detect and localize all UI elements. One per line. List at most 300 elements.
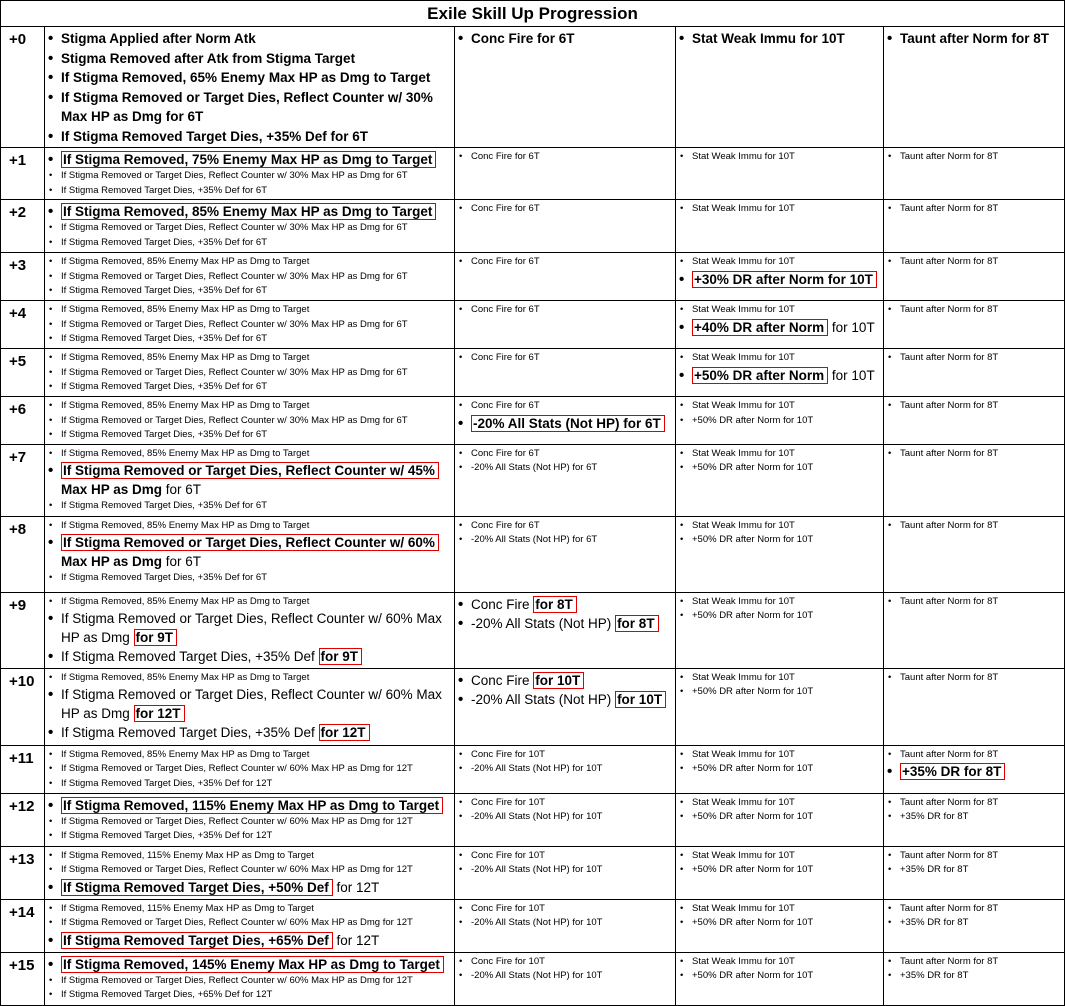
- list-item: [47, 332, 450, 347]
- stigma-cell: [45, 952, 455, 1005]
- item-text: Conc Fire for 10T: [471, 796, 545, 808]
- stat-weak-cell: [676, 592, 884, 668]
- highlight-box: +40% DR after Norm: [692, 319, 828, 336]
- item-text: If Stigma Removed or Target Dies, Reflect Counter w/ 30% Max HP as Dmg for 6T: [61, 414, 408, 426]
- stat-weak-cell: [676, 200, 884, 253]
- table-row: [1, 899, 1065, 952]
- list-item: [47, 428, 450, 443]
- item-text: +50% DR after Norm for 10T: [692, 462, 814, 473]
- highlight-box: for 9T: [134, 629, 178, 646]
- stat-weak-cell: [676, 148, 884, 200]
- item-text: Stat Weak Immu for 10T: [692, 595, 795, 607]
- level-label: +15: [1, 952, 45, 1005]
- highlight-box: for 8T: [615, 615, 659, 632]
- taunt-cell: [884, 253, 1065, 301]
- list-item: [678, 533, 879, 548]
- stat-weak-cell: [676, 27, 884, 148]
- item-text: Taunt after Norm for 8T: [900, 849, 999, 861]
- level-label: +1: [1, 148, 45, 200]
- list-item: [886, 762, 1060, 781]
- bullet-list: [678, 748, 879, 777]
- bullet-list: [457, 255, 671, 270]
- item-text: Conc Fire for 6T: [471, 256, 540, 267]
- bullet-list: [678, 399, 879, 428]
- item-text: +50% DR after Norm for 10T: [692, 970, 814, 981]
- bullet-list: [457, 796, 671, 825]
- stigma-cell: [45, 592, 455, 668]
- list-item: [47, 931, 450, 950]
- list-item: [678, 671, 879, 686]
- list-item: [47, 284, 450, 299]
- bullet-list: [678, 519, 879, 548]
- list-item: [457, 748, 671, 763]
- list-item: [47, 88, 450, 127]
- list-item: [886, 748, 1060, 763]
- list-item: [678, 916, 879, 931]
- list-item: [678, 955, 879, 970]
- bullet-list: [678, 849, 879, 878]
- list-item: [886, 916, 1060, 931]
- list-item: [47, 815, 450, 830]
- bullet-list: [678, 447, 879, 476]
- bullet-list: [47, 399, 450, 443]
- list-item: [678, 414, 879, 429]
- level-label: +9: [1, 592, 45, 668]
- highlight-box: +30% DR after Norm for 10T: [692, 271, 877, 288]
- list-item: [678, 748, 879, 763]
- item-text: Taunt after Norm for 8T: [900, 796, 999, 808]
- list-item: [678, 902, 879, 917]
- table-row: [1, 846, 1065, 899]
- item-text: Conc Fire for 6T: [471, 519, 540, 531]
- bullet-list: [678, 351, 879, 385]
- bullet-list: [47, 748, 450, 792]
- taunt-cell: [884, 516, 1065, 592]
- list-item: [886, 849, 1060, 864]
- list-item: [886, 150, 1060, 165]
- item-text: If Stigma Removed Target Dies, +35% Def for 6T: [61, 572, 268, 583]
- table-body: [1, 27, 1065, 1006]
- list-item: [678, 150, 879, 165]
- stigma-cell: [45, 397, 455, 445]
- list-item: [47, 49, 450, 69]
- taunt-cell: [884, 200, 1065, 253]
- item-text: Stigma Applied after Norm Atk: [61, 31, 256, 46]
- list-item: [47, 748, 450, 763]
- stigma-cell: [45, 301, 455, 349]
- item-text: If Stigma Removed, 85% Enemy Max HP as Dmg to Target: [61, 304, 310, 315]
- item-text: If Stigma Removed or Target Dies, Reflect Counter w/ 60% Max HP as Dmg for 12T: [61, 763, 413, 774]
- list-item: [47, 849, 450, 864]
- item-text: If Stigma Removed or Target Dies, Reflect Counter w/ 30% Max HP as Dmg for 6T: [61, 318, 408, 330]
- item-text: If Stigma Removed, 65% Enemy Max HP as Dmg to Target: [61, 70, 431, 85]
- item-text: Conc Fire for 10T: [471, 748, 545, 760]
- list-item: [457, 595, 671, 614]
- list-item: [47, 169, 450, 184]
- list-item: [678, 796, 879, 811]
- list-item: [47, 221, 450, 236]
- item-text: If Stigma Removed Target Dies, +35% Def for 6T: [61, 381, 268, 392]
- list-item: [457, 916, 671, 931]
- stigma-cell: [45, 349, 455, 397]
- bullet-list: [886, 29, 1060, 49]
- list-item: [678, 202, 879, 217]
- list-item: [47, 974, 450, 989]
- list-item: [47, 671, 450, 686]
- item-text-bold: Max HP as Dmg: [61, 554, 163, 569]
- list-item: [47, 351, 450, 366]
- conc-fire-cell: [455, 846, 676, 899]
- item-text: Conc Fire for 6T: [471, 304, 540, 315]
- bullet-list: [457, 202, 671, 217]
- list-item: [886, 796, 1060, 811]
- list-item: [457, 671, 671, 690]
- item-text: Conc Fire: [471, 596, 530, 612]
- list-item: [886, 863, 1060, 878]
- list-item: [47, 270, 450, 285]
- bullet-list: [886, 351, 1060, 366]
- bullet-list: [457, 955, 671, 984]
- item-text: Taunt after Norm for 8T: [900, 902, 999, 914]
- bullet-list: [47, 955, 450, 1003]
- list-item: [886, 519, 1060, 534]
- bullet-list: [886, 796, 1060, 825]
- item-text: Conc Fire for 6T: [471, 400, 540, 411]
- item-text: Taunt after Norm for 8T: [900, 352, 999, 363]
- bullet-list: [678, 595, 879, 624]
- conc-fire-cell: [455, 745, 676, 793]
- item-text: Stat Weak Immu for 10T: [692, 447, 795, 459]
- list-item: [678, 519, 879, 534]
- bullet-list: [47, 849, 450, 897]
- bullet-list: [678, 902, 879, 931]
- item-text: Taunt after Norm for 8T: [900, 955, 999, 967]
- highlight-box: If Stigma Removed Target Dies, +65% Def: [61, 932, 333, 949]
- item-text: If Stigma Removed or Target Dies, Reflect Counter w/ 60% Max HP as Dmg for 12T: [61, 815, 413, 827]
- stat-weak-cell: [676, 516, 884, 592]
- list-item: [457, 150, 671, 165]
- list-item: [47, 762, 450, 777]
- bullet-list: [47, 796, 450, 844]
- item-text: +35% DR for 8T: [900, 917, 969, 928]
- table-row: [1, 793, 1065, 846]
- list-item: [457, 351, 671, 366]
- item-text: Taunt after Norm for 8T: [900, 400, 999, 411]
- list-item: [678, 255, 879, 270]
- bullet-list: [457, 303, 671, 318]
- item-text-bold: Max HP as Dmg: [61, 482, 163, 497]
- item-text: -20% All Stats (Not HP) for 10T: [471, 970, 603, 981]
- level-label: +7: [1, 444, 45, 516]
- stigma-cell: [45, 793, 455, 846]
- stat-weak-cell: [676, 668, 884, 745]
- list-item: [47, 255, 450, 270]
- highlight-box: +50% DR after Norm: [692, 367, 828, 384]
- level-label: +3: [1, 253, 45, 301]
- item-text: If Stigma Removed, 85% Enemy Max HP as Dmg to Target: [61, 748, 310, 760]
- item-text: +50% DR after Norm for 10T: [692, 864, 814, 875]
- highlight-box: for 10T: [533, 672, 584, 689]
- level-label: +12: [1, 793, 45, 846]
- item-suffix: for 12T: [332, 932, 380, 948]
- list-item: [47, 150, 450, 169]
- taunt-cell: [884, 27, 1065, 148]
- list-item: [47, 303, 450, 318]
- list-item: [47, 519, 450, 534]
- item-text: Taunt after Norm for 8T: [900, 31, 1050, 46]
- list-item: [457, 255, 671, 270]
- item-text: -20% All Stats (Not HP) for 10T: [471, 811, 603, 822]
- item-text: If Stigma Removed Target Dies, +35% Def: [61, 725, 315, 740]
- list-item: [47, 461, 450, 499]
- list-item: [457, 399, 671, 414]
- conc-fire-cell: [455, 301, 676, 349]
- conc-fire-cell: [455, 516, 676, 592]
- highlight-box: If Stigma Removed or Target Dies, Reflect Counter w/ 45%: [61, 462, 439, 479]
- list-item: [886, 969, 1060, 984]
- item-text: If Stigma Removed Target Dies, +35% Def: [61, 649, 315, 664]
- item-text: +50% DR after Norm for 10T: [692, 811, 814, 822]
- list-item: [678, 366, 879, 385]
- item-suffix: for 6T: [162, 482, 202, 497]
- taunt-cell: [884, 349, 1065, 397]
- bullet-list: [457, 447, 671, 476]
- item-text: -20% All Stats (Not HP) for 10T: [471, 864, 603, 875]
- table-row: [1, 592, 1065, 668]
- highlight-box: If Stigma Removed, 85% Enemy Max HP as Dmg to Target: [61, 203, 436, 220]
- list-item: [47, 571, 450, 586]
- list-item: [457, 533, 671, 548]
- highlight-box: +35% DR for 8T: [900, 763, 1005, 780]
- list-item: [47, 685, 450, 723]
- item-text: Taunt after Norm for 8T: [900, 748, 999, 760]
- bullet-list: [47, 255, 450, 299]
- item-text: If Stigma Removed or Target Dies, Reflect Counter w/ 60% Max HP as Dmg for 12T: [61, 917, 413, 928]
- item-text: Taunt after Norm for 8T: [900, 519, 999, 531]
- list-item: [678, 29, 879, 49]
- stat-weak-cell: [676, 745, 884, 793]
- stigma-cell: [45, 516, 455, 592]
- item-text: +50% DR after Norm for 10T: [692, 763, 814, 774]
- item-text: Conc Fire for 6T: [471, 447, 540, 459]
- bullet-list: [47, 902, 450, 950]
- stigma-cell: [45, 668, 455, 745]
- stat-weak-cell: [676, 253, 884, 301]
- taunt-cell: [884, 592, 1065, 668]
- list-item: [47, 595, 450, 610]
- item-text: Stat Weak Immu for 10T: [692, 671, 795, 683]
- item-text: -20% All Stats (Not HP) for 6T: [471, 462, 598, 473]
- list-item: [678, 849, 879, 864]
- bullet-list: [47, 447, 450, 514]
- item-text: If Stigma Removed Target Dies, +35% Def for 6T: [61, 128, 368, 144]
- list-item: [47, 902, 450, 917]
- item-text: Stat Weak Immu for 10T: [692, 955, 795, 967]
- list-item: [47, 318, 450, 333]
- list-item: [457, 202, 671, 217]
- item-text: Stat Weak Immu for 10T: [692, 256, 795, 267]
- stigma-cell: [45, 745, 455, 793]
- list-item: [47, 796, 450, 815]
- list-item: [47, 878, 450, 897]
- item-text: If Stigma Removed Target Dies, +35% Def for 12T: [61, 777, 273, 789]
- conc-fire-cell: [455, 592, 676, 668]
- item-text: -20% All Stats (Not HP) for 6T: [471, 534, 598, 545]
- bullet-list: [886, 399, 1060, 414]
- taunt-cell: [884, 444, 1065, 516]
- item-text: If Stigma Removed, 85% Enemy Max HP as Dmg to Target: [61, 400, 310, 411]
- list-item: [457, 863, 671, 878]
- highlight-box: for 12T: [319, 724, 370, 741]
- stigma-cell: [45, 27, 455, 148]
- conc-fire-cell: [455, 899, 676, 952]
- bullet-list: [886, 255, 1060, 270]
- stat-weak-cell: [676, 899, 884, 952]
- highlight-box: for 12T: [134, 705, 185, 722]
- bullet-list: [886, 955, 1060, 984]
- list-item: [47, 236, 450, 251]
- conc-fire-cell: [455, 349, 676, 397]
- item-text: If Stigma Removed or Target Dies, Reflect Counter w/ 60% Max HP as Dmg: [61, 611, 442, 645]
- table-row: [1, 349, 1065, 397]
- list-item: [457, 690, 671, 709]
- conc-fire-cell: [455, 668, 676, 745]
- list-item: [886, 902, 1060, 917]
- list-item: [47, 366, 450, 381]
- list-item: [678, 399, 879, 414]
- list-item: [678, 318, 879, 337]
- item-text: Stat Weak Immu for 10T: [692, 352, 795, 363]
- highlight-box: for 8T: [533, 596, 577, 613]
- level-label: +0: [1, 27, 45, 148]
- list-item: [457, 955, 671, 970]
- bullet-list: [678, 29, 879, 49]
- table-row: [1, 397, 1065, 445]
- stat-weak-cell: [676, 301, 884, 349]
- bullet-list: [886, 595, 1060, 610]
- item-text: If Stigma Removed, 85% Enemy Max HP as Dmg to Target: [61, 671, 310, 683]
- item-text: Taunt after Norm for 8T: [900, 203, 999, 214]
- stat-weak-cell: [676, 846, 884, 899]
- bullet-list: [47, 351, 450, 395]
- item-text: If Stigma Removed, 85% Enemy Max HP as Dmg to Target: [61, 352, 310, 363]
- list-item: [457, 969, 671, 984]
- highlight-box: -20% All Stats (Not HP) for 6T: [471, 415, 665, 432]
- table-row: [1, 200, 1065, 253]
- taunt-cell: [884, 668, 1065, 745]
- bullet-list: [678, 796, 879, 825]
- list-item: [47, 202, 450, 221]
- conc-fire-cell: [455, 793, 676, 846]
- list-item: [457, 519, 671, 534]
- bullet-list: [886, 202, 1060, 217]
- item-text: Stat Weak Immu for 10T: [692, 203, 795, 214]
- list-item: [886, 447, 1060, 462]
- stigma-cell: [45, 899, 455, 952]
- level-label: +6: [1, 397, 45, 445]
- item-text: If Stigma Removed or Target Dies, Reflect Counter w/ 30% Max HP as Dmg for 6T: [61, 89, 433, 124]
- item-text: -20% All Stats (Not HP): [471, 615, 612, 631]
- bullet-list: [457, 29, 671, 49]
- bullet-list: [886, 303, 1060, 318]
- list-item: [47, 499, 450, 514]
- list-item: [47, 447, 450, 462]
- list-item: [47, 988, 450, 1003]
- bullet-list: [47, 303, 450, 347]
- taunt-cell: [884, 793, 1065, 846]
- level-label: +5: [1, 349, 45, 397]
- bullet-list: [886, 519, 1060, 534]
- item-text: Conc Fire for 6T: [471, 31, 575, 46]
- table-row: [1, 745, 1065, 793]
- list-item: [47, 647, 450, 666]
- item-suffix: for 10T: [828, 319, 875, 335]
- taunt-cell: [884, 952, 1065, 1005]
- list-item: [678, 270, 879, 289]
- table-row: [1, 952, 1065, 1005]
- list-item: [47, 399, 450, 414]
- item-text: Stat Weak Immu for 10T: [692, 902, 795, 914]
- item-text: Conc Fire for 6T: [471, 151, 540, 162]
- item-text: If Stigma Removed or Target Dies, Reflect Counter w/ 30% Max HP as Dmg for 6T: [61, 222, 408, 233]
- list-item: [47, 68, 450, 88]
- level-label: +10: [1, 668, 45, 745]
- table-row: [1, 148, 1065, 200]
- conc-fire-cell: [455, 27, 676, 148]
- list-item: [886, 303, 1060, 318]
- level-label: +13: [1, 846, 45, 899]
- item-text: Stat Weak Immu for 10T: [692, 400, 795, 411]
- bullet-list: [457, 595, 671, 633]
- list-item: [886, 810, 1060, 825]
- table-row: [1, 444, 1065, 516]
- item-text: Conc Fire for 10T: [471, 849, 545, 861]
- list-item: [47, 414, 450, 429]
- item-text: If Stigma Removed or Target Dies, Reflect Counter w/ 60% Max HP as Dmg: [61, 687, 442, 721]
- conc-fire-cell: [455, 200, 676, 253]
- bullet-list: [678, 202, 879, 217]
- item-text: Stat Weak Immu for 10T: [692, 849, 795, 861]
- stigma-cell: [45, 200, 455, 253]
- item-text: If Stigma Removed, 85% Enemy Max HP as Dmg to Target: [61, 519, 310, 531]
- table-title: Exile Skill Up Progression: [1, 1, 1065, 27]
- item-text: +50% DR after Norm for 10T: [692, 917, 814, 928]
- bullet-list: [457, 351, 671, 366]
- list-item: [457, 902, 671, 917]
- item-text: If Stigma Removed or Target Dies, Reflect Counter w/ 60% Max HP as Dmg for 12T: [61, 974, 413, 986]
- list-item: [47, 533, 450, 571]
- taunt-cell: [884, 899, 1065, 952]
- item-text: If Stigma Removed, 115% Enemy Max HP as Dmg to Target: [61, 902, 314, 914]
- table-row: [1, 301, 1065, 349]
- highlight-box: If Stigma Removed, 75% Enemy Max HP as Dmg to Target: [61, 151, 436, 168]
- bullet-list: [886, 150, 1060, 165]
- list-item: [457, 796, 671, 811]
- bullet-list: [886, 902, 1060, 931]
- item-text: If Stigma Removed Target Dies, +35% Def for 6T: [61, 236, 268, 248]
- list-item: [457, 810, 671, 825]
- list-item: [47, 916, 450, 931]
- list-item: [47, 829, 450, 844]
- item-text: Stat Weak Immu for 10T: [692, 151, 795, 162]
- highlight-box: for 10T: [615, 691, 666, 708]
- item-text: If Stigma Removed, 115% Enemy Max HP as Dmg to Target: [61, 849, 314, 861]
- bullet-list: [678, 150, 879, 165]
- bullet-list: [47, 150, 450, 198]
- list-item: [886, 202, 1060, 217]
- list-item: [678, 595, 879, 610]
- item-text: Conc Fire for 6T: [471, 203, 540, 214]
